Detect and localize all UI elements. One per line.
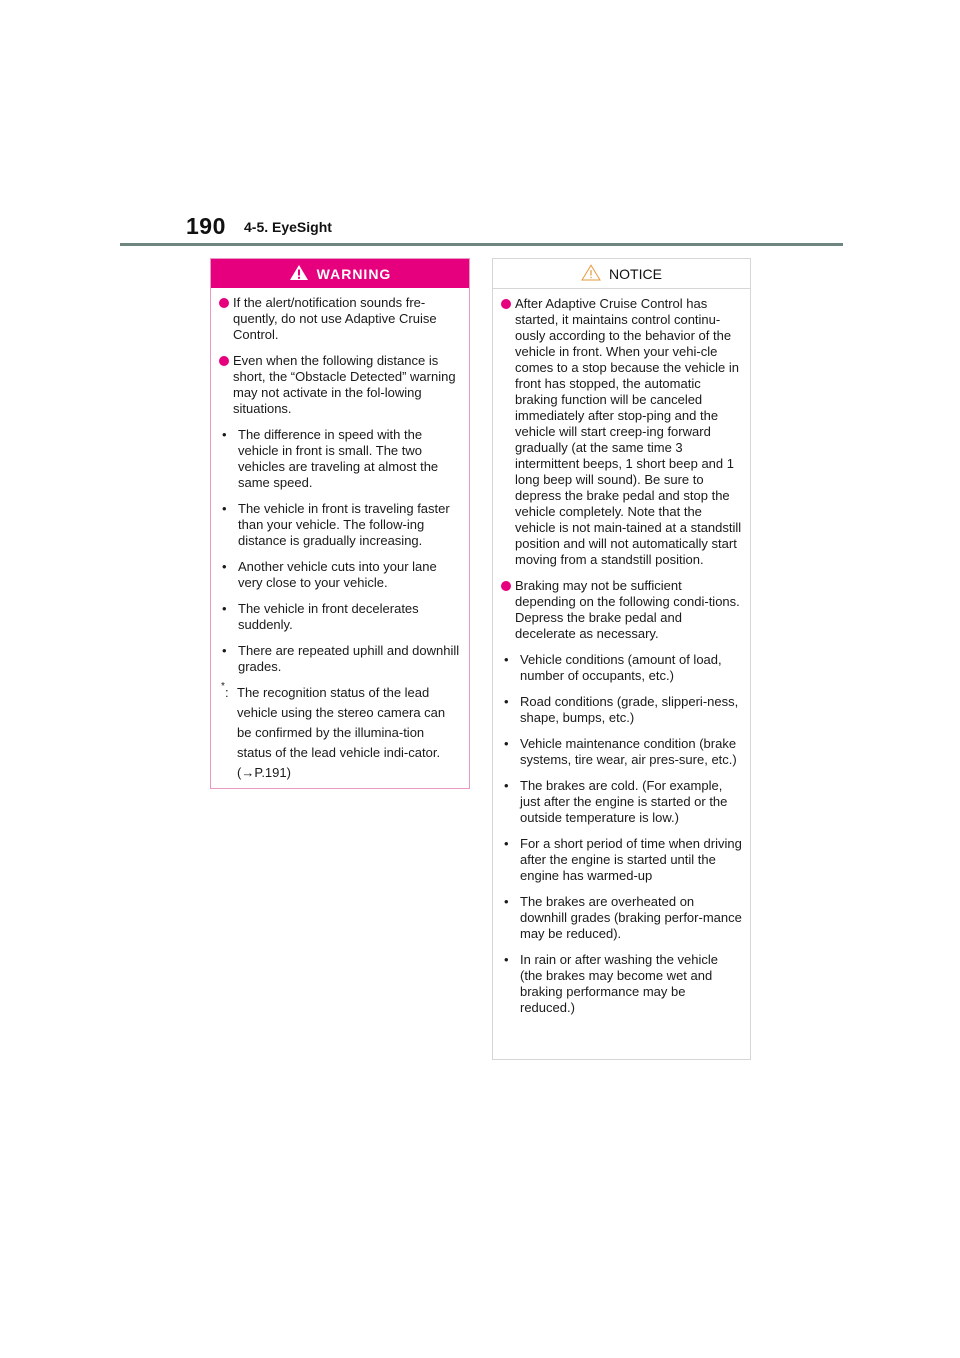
list-item: • There are repeated uphill and downhill grades. — [222, 643, 460, 674]
list-item: • The difference in speed with the vehicle in front is small. The two vehicles are traveling at almost the same speed. — [222, 427, 439, 490]
list-item: • Vehicle conditions (amount of load, number of occupants, etc.) — [504, 652, 722, 683]
section-title: 4-5. EyeSight — [244, 219, 332, 235]
header-rule — [120, 243, 843, 246]
list-item: • The vehicle in front is traveling faster than your vehicle. The follow-ing distance is gradually increasing. — [222, 501, 450, 548]
list-item: • Another vehicle cuts into your lane very close to your vehicle. — [222, 559, 437, 590]
list-item: • Vehicle maintenance condition (brake systems, tire wear, air pres-sure, etc.) — [504, 736, 737, 767]
list-item: • In rain or after washing the vehicle (the brakes may become wet and braking performance may be reduced.) — [504, 952, 718, 1015]
warning-paragraph: Even when the following distance is short, the “Obstacle Detected” warning may not activate in the fol-lowing situations. — [219, 353, 461, 417]
list-item: • The brakes are overheated on downhill grades (braking perfor-mance may be reduced). — [504, 894, 742, 941]
list-item: • The vehicle in front decelerates suddenly. — [222, 601, 419, 632]
warning-triangle-icon — [289, 264, 309, 284]
notice-title: NOTICE — [609, 265, 662, 282]
footnote: * : The recognition status of the lead vehicle using the stereo camera can be confirmed by the illumina-tion status of the lead vehicle indi-cator. (→P.191) — [219, 683, 461, 783]
bullet-dot-icon — [219, 356, 229, 366]
bullet-dot-icon — [501, 299, 511, 309]
footnote-text: The recognition status of the lead vehicle using the stereo camera can be confirmed by the illumina-tion status of the lead vehicle indi-cator. (→P.191) — [237, 685, 446, 780]
notice-paragraph: Braking may not be sufficient depending on the following condi-tions. Depress the brake pedal and decelerate as necessary. — [501, 578, 742, 642]
warning-paragraph: If the alert/notification sounds fre-quently, do not use Adaptive Cruise Control. — [219, 295, 461, 343]
bullet-dot-icon — [501, 581, 511, 591]
bullet-dot-icon — [219, 298, 229, 308]
list-item: • For a short period of time when driving after the engine is started until the engine has warmed-up — [504, 836, 742, 883]
caution-triangle-icon — [581, 264, 601, 284]
list-item: • The brakes are cold. (For example, just after the engine is started or the outside temperature is low.) — [504, 778, 728, 825]
notice-paragraph: After Adaptive Cruise Control has started, it maintains control continu-ously according to the behavior of the vehicle in front. When your vehi-cle comes to a stop because the vehicle in front has stopped, the automatic braking function will be canceled immediately after stop-ping and the vehicle will start creep-ing forward gradually (at the same time 3 intermittent beeps, 1 short beep and 1 long beep will sound). Be sure to depress the brake pedal and stop the vehicle completely. Note that the vehicle is not main-tained at a standstill position and will not automatically start moving from a standstill position. — [501, 296, 742, 568]
notice-box — [492, 258, 751, 1060]
list-item: • Road conditions (grade, slipperi-ness, shape, bumps, etc.) — [504, 694, 739, 725]
warning-title: WARNING — [316, 265, 392, 282]
notice-header — [493, 259, 750, 289]
warning-box — [210, 258, 470, 789]
page-number: 190 — [186, 213, 226, 239]
warning-header — [211, 259, 469, 288]
